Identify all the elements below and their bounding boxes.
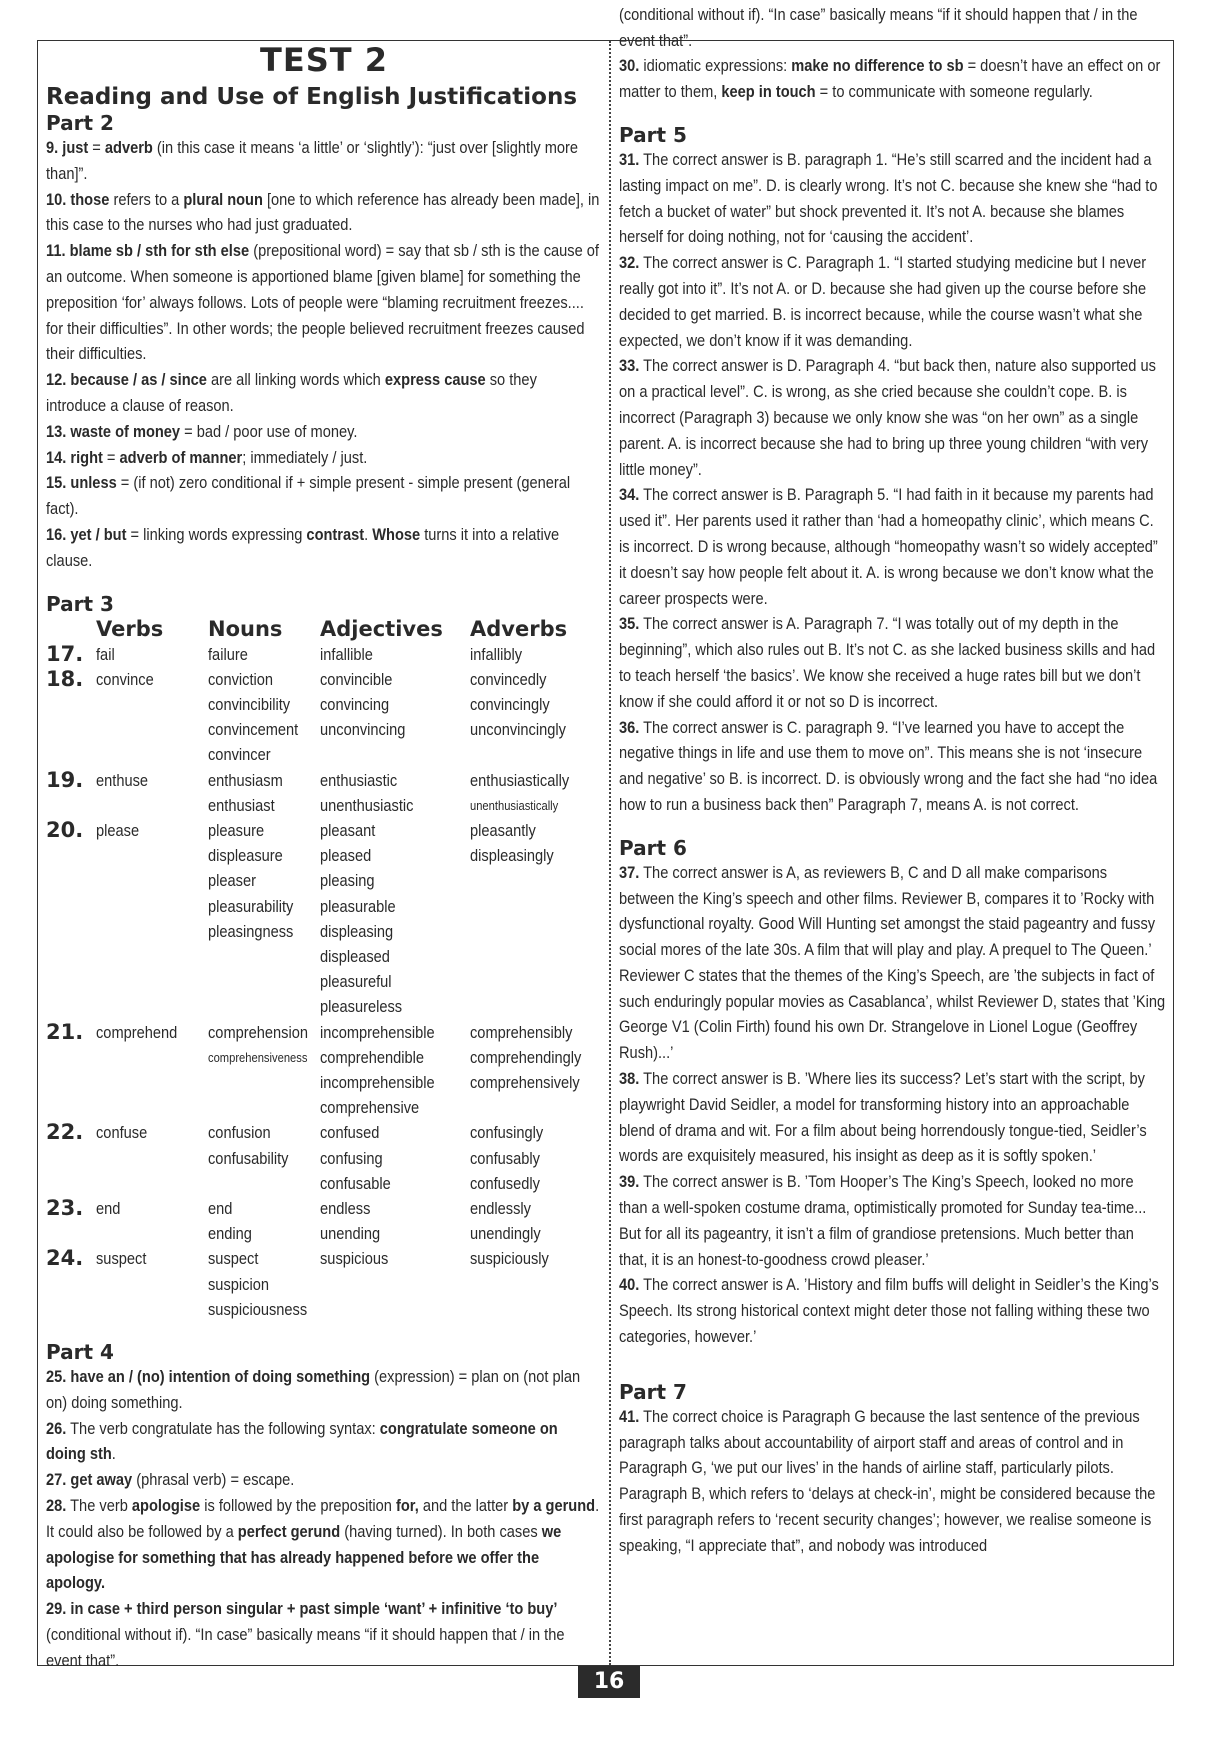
nouns-cell [208,1246,320,1322]
text: The correct choice is Paragraph G because the last sentence of the previous paragraph talks about accountability of airport staff and areas of control and in Paragraph G, ‘we put our lives’ in the hands of airline staff, particularly pilots. Paragraph B, which refers to ‘delays at check-in’, might be considered because the first paragraph refers to ‘recent security changes’; however, we realise someone is speaking, “I appreciate that”, and nobody was introduced [619,1406,1156,1555]
bold-text: keep in touch [721,82,816,102]
word: comprehensibly [470,1022,573,1042]
part-4-item [46,1364,601,1416]
word: suspect [208,1249,259,1269]
word: fail [96,644,115,664]
word: end [208,1199,233,1219]
verb-cell [96,1196,208,1246]
part-5-item [619,611,1166,714]
text: refers to a [109,189,184,209]
word: suspiciousness [208,1299,308,1319]
word: comprehensive [320,1098,420,1118]
text: = [102,447,120,467]
adverbs-cell [470,1020,600,1121]
bold-text: congratulate someone on doing sth [46,1418,558,1464]
part-5-item [619,250,1166,353]
word: suspiciously [470,1249,549,1269]
bold-text: Whose [372,524,421,544]
part-2-item [46,445,601,471]
part-7-item [619,1404,1166,1559]
bold-text: 15. unless [46,473,117,493]
word: conviction [208,669,274,689]
text: . It could also be followed by a [46,1496,600,1541]
text: The correct answer is C. Paragraph 1. “I started studying medicine but I never really got into it”. It’s not A. or D. because she had given up the course before she decided to get married. B. is incorrect because, while the course wasn’t what she expected, we don’t know if it was demanding. [619,253,1147,350]
question-number: 17. [46,641,84,666]
part-4-items [46,1364,602,1674]
part-2-item [46,367,601,419]
text: The correct answer is C. paragraph 9. “I’ve learned you have to accept the negative things in life and use them to move on”. This means she is not ‘insecure and negative’ so B. is incorrect. D. is obviously wrong and the fact she had “no idea how to run a business back then” Paragraph 7, means A. is not correct. [619,717,1158,814]
bold-text: plural noun [183,189,263,209]
text: are all linking words which [206,370,385,390]
text: turns it into a relative clause. [46,524,560,570]
part-4-item [619,0,1166,53]
verb-cell [96,1120,208,1196]
bold-text: express cause [384,370,486,390]
word: unconvincing [320,720,406,740]
bold-text: 30. [619,56,640,76]
part-2-item [46,238,601,367]
bold-text: 41. [619,1406,640,1426]
word-table-row [46,1196,602,1246]
text: The verb congratulate has the following syntax: [66,1418,380,1438]
part-4-item [46,1596,601,1673]
word: confusably [470,1148,540,1168]
text: The correct answer is A, as reviewers B, C and D all make comparisons between the King’s speech and other films. Reviewer B, compares it to ’Rocky with dysfunctional royalty. Good Will Hunting set amongst the staid pageantry and fussy social mores of the late 30s. A film that will play and play. A prequel to The Queen.’ Reviewer C states that the themes of the King’s Speech, are ’the subjects in fact of such enduringly popular movies as Casablanca’, whilst Reviewer D, states that ’King George V1 (Colin Firth) found his own Dr. Strangelove in Lionel Logue (Geoffrey Rush)...’ [619,862,1166,1063]
word: comprehensively [470,1073,580,1092]
part-4-continued [619,0,1167,105]
bold-text: adverb [104,138,153,157]
adjectives-cell [320,1196,470,1246]
word: confusing [320,1148,383,1168]
bold-text: 37. [619,862,640,882]
word: displeasing [320,921,394,941]
page-number: 16 [578,1666,640,1698]
bold-text: 16. yet / but [46,524,127,544]
word: convincingly [470,694,550,714]
word-table-header [46,616,602,642]
bold-text: we apologise for something that has already happened before we offer the apology. [46,1521,562,1593]
bold-text: make no difference to sb [791,56,964,76]
bold-text: 40. [619,1275,640,1295]
bold-text: 9. just [46,138,89,157]
part-4-item [46,1416,601,1468]
word: enthusiast [208,795,275,815]
verb-cell [96,667,208,768]
part-7-items [619,1404,1167,1559]
word: confusability [208,1148,289,1168]
word: confused [320,1123,380,1143]
text: The correct answer is A. Paragraph 7. “I was totally out of my depth in the beginning”, which also rules out B. It’s not C. as she lacked business skills and had to teach herself ‘the basics’. We know she received a huge rates bill but we don’t know if she could afford it or not so D is incorrect. [619,614,1156,711]
column-header-verbs: Verbs [96,616,164,641]
word: displeased [320,946,390,966]
bold-text: adverb of manner [119,447,243,467]
part-5-item [619,147,1166,250]
verb-cell [96,1020,208,1121]
adverbs-cell [470,1196,600,1246]
part-5-item [619,482,1166,611]
word: infallible [320,644,373,664]
right-column [619,4,1167,1665]
part-4-item [46,1467,601,1493]
bold-text: 34. [619,485,640,505]
word: enthusiastic [320,770,398,790]
word: enthusiastically [470,770,570,790]
word: end [96,1199,121,1219]
word: incomprehensible [320,1022,435,1042]
part-6-item [619,1272,1166,1349]
text: The correct answer is D. Paragraph 4. “but back then, nature also supported us on a practical level”. C. is wrong, as she cried because she couldn’t cope. B. is incorrect (Paragraph 3) because we only know she was “on her own” as a single parent. A. is incorrect because she had to bring up three young children “with very little money”. [619,356,1156,479]
adjectives-cell [320,818,470,1020]
part-5-items [619,147,1167,818]
word: convincibility [208,694,291,714]
question-number: 22. [46,1120,84,1145]
word: pleasurability [208,896,294,916]
text: ; immediately / just. [242,447,368,467]
part-6-item [619,1169,1166,1272]
question-number: 18. [46,666,84,691]
word: convincing [320,694,390,714]
nouns-cell [208,642,320,667]
text: (expression) = plan on (not plan on) doing something. [46,1367,581,1412]
adjectives-cell [320,1020,470,1121]
word-table-row [46,1246,602,1322]
bold-text: 28. [46,1496,67,1516]
word: ending [208,1224,252,1244]
bold-text: 10. those [46,189,110,209]
word: please [96,820,140,840]
left-column [46,41,602,1670]
word: incomprehensible [320,1073,435,1092]
bold-text: by a gerund [512,1496,596,1516]
bold-text: 14. right [46,447,103,467]
word: pleased [320,846,372,866]
verb-cell [96,768,208,818]
word: convincedly [470,669,547,689]
bold-text: 29. in case + third person singular + past simple ‘want’ + infinitive ‘to buy’ [46,1599,558,1619]
part-6-items [619,860,1167,1350]
word: confusingly [470,1123,544,1143]
bold-text: 13. waste of money [46,421,181,441]
question-number: 20. [46,817,84,842]
adjectives-cell [320,1120,470,1196]
text: The correct answer is A. ’History and film buffs will delight in Seidler’s the King’s Speech. Its strong historical context might deter those not falling withing these two categories, however.’ [619,1275,1159,1347]
word: pleaser [208,871,256,891]
question-number: 23. [46,1196,84,1221]
bold-text: 12. because / as / since [46,370,207,390]
word: comprehension [208,1022,308,1042]
adverbs-cell [470,768,600,818]
text: so they introduce a clause of reason. [46,370,537,415]
question-number: 21. [46,1019,84,1044]
text: The correct answer is B. ’Where lies its success? Let’s start with the script, by playwright David Seidler, a model for transforming history into an approachable blend of drama and wit. For a film about being horrendously tongue-tied, Seidler’s words are exquisitely measured, his insight as deep as it is softly spoken.’ [619,1069,1147,1166]
word: unconvincingly [470,720,566,740]
word: endlessly [470,1199,531,1219]
word: confuse [96,1123,148,1143]
text: = linking words expressing [126,524,307,544]
word: pleasure [208,820,265,840]
verb-cell [96,1246,208,1322]
adverbs-cell [470,1246,600,1322]
part-3-heading: Part 3 [46,591,114,616]
part-2-item [46,470,601,522]
text: The correct answer is B. Paragraph 5. “I had faith in it because my parents had used it”. Her parents used it rather than ‘had a homeopathy clinic’, which means C. is incorrect. D is wrong because, although “homeopathy wasn’t so widely accepted” it doesn’t say how people felt about it. A. is wrong because we don’t know what the career prospects were. [619,485,1158,608]
text: = (if not) zero conditional if + simple present - simple present (general fact). [46,473,571,519]
bold-text: 11. blame sb / sth for sth else [46,241,250,261]
text: idiomatic expressions: [639,56,792,76]
part-4-heading: Part 4 [46,1340,114,1365]
part-6-heading: Part 6 [619,835,687,860]
part-2-heading: Part 2 [46,111,114,135]
column-header-nouns: Nouns [208,616,283,641]
word-table-row [46,1020,602,1121]
bold-text: contrast [306,524,365,544]
text: . [111,1444,116,1464]
part-2-item [46,522,601,574]
verb-cell [96,818,208,1020]
part-4-item [619,53,1166,105]
word: unenthusiastic [320,795,414,815]
bold-text: 32. [619,253,640,273]
word: comprehend [96,1022,178,1042]
word: suspicious [320,1249,389,1269]
text: . [364,524,373,544]
bold-text: apologise [131,1496,201,1516]
word: comprehensiveness [208,1049,308,1065]
bold-text: 36. [619,717,640,737]
adverbs-cell [470,818,600,1020]
word: enthuse [96,770,149,790]
nouns-cell [208,1196,320,1246]
part-5-heading: Part 5 [619,122,687,147]
column-divider [609,41,611,1665]
text: (phrasal verb) = escape. [132,1470,295,1490]
word: pleasureful [320,972,392,992]
word: suspect [96,1249,147,1269]
question-number: 19. [46,767,84,792]
word-table-body [46,642,602,1322]
adjectives-cell [320,667,470,768]
bold-text: 31. [619,149,640,169]
word: pleasing [320,871,375,891]
adjectives-cell [320,642,470,667]
word: convincible [320,669,393,689]
nouns-cell [208,1120,320,1196]
adjectives-cell [320,768,470,818]
word-table-row [46,818,602,1020]
word-formation-table [46,616,602,1322]
right-column-flow [619,0,1167,1559]
text: = doesn’t have an effect on or matter to them, [619,56,1161,102]
adverbs-cell [470,1120,600,1196]
text: (conditional without if). “In case” basically means “if it should happen that / in the event that”. [619,4,1138,50]
nouns-cell [208,667,320,768]
bold-text: 33. [619,356,640,376]
bold-text: 39. [619,1172,640,1192]
column-header-adjectives: Adjectives [320,616,443,641]
word-table-row [46,1120,602,1196]
word: confusable [320,1173,391,1193]
adverbs-cell [470,667,600,768]
bold-text: for, [396,1496,419,1516]
word: confusion [208,1123,271,1143]
word-table-row [46,642,602,667]
text: (in this case it means ‘a little’ or ‘slightly’): “just over [slightly more than]”. [46,138,579,183]
word: convincement [208,720,299,740]
question-number: 24. [46,1246,84,1271]
part-6-item [619,1066,1166,1169]
word: enthusiasm [208,770,283,790]
word: unendingly [470,1224,541,1244]
word-table-row [46,667,602,768]
bold-text: 35. [619,614,640,634]
bold-text: 25. have an / (no) intention of doing something [46,1367,371,1387]
page-frame [37,4,1174,1670]
page-subtitle: Reading and Use of English Justifications [46,84,578,110]
text: [one to which reference has already been made], in this case to the nurses who had just graduated. [46,189,600,235]
part-7-heading: Part 7 [619,1379,687,1404]
page-title: TEST 2 [260,41,388,79]
part-2-items [46,135,602,574]
text: The correct answer is B. paragraph 1. “He’s still scarred and the incident had a lasting impact on me”. D. is clearly wrong. It’s not C. because she knew she “had to fetch a bucket of water” but shock prevented it. It’s not A. because she blames herself for doing nothing, not for ‘causing the accident’. [619,149,1158,247]
bold-text: 27. get away [46,1470,133,1490]
adverbs-cell [470,642,600,667]
text: = bad / poor use of money. [180,421,358,441]
word: comprehendingly [470,1047,582,1067]
text: is followed by the preposition [200,1496,397,1516]
verb-cell [96,642,208,667]
text: = [88,138,105,157]
text: (conditional without if). “In case” basically means “if it should happen that / in the event that”. [46,1625,565,1670]
text: (having turned). In both cases [340,1521,542,1541]
bold-text: 26. [46,1418,67,1438]
word: pleasant [320,820,376,840]
text: and the latter [418,1496,513,1516]
word: displeasure [208,846,283,866]
column-header-adverbs: Adverbs [470,616,568,641]
bold-text: 38. [619,1069,640,1089]
text: (prepositional word) = say that sb / sth is the cause of an outcome. When someone is apportioned blame [given blame] for something the preposition ‘for’ always follows. Lots of people were “blaming recruitment freezes.... for their difficulties”. In other words; the people believed recruitment freezes caused their difficulties. [46,241,599,364]
text: = to communicate with someone regularly. [815,82,1093,102]
word: confusedly [470,1173,540,1193]
part-2-item [46,419,601,445]
word: pleasingness [208,921,294,941]
word: failure [208,644,248,664]
word-table-row [46,768,602,818]
part-2-item [46,135,601,187]
word: pleasurable [320,896,396,916]
word: pleasureless [320,997,403,1017]
word: comprehendible [320,1047,425,1067]
part-2-item [46,187,601,239]
part-5-item [619,353,1166,482]
word: endless [320,1199,371,1219]
text: The verb [66,1496,132,1516]
part-5-item [619,715,1166,818]
bold-text: perfect gerund [237,1521,341,1541]
part-6-item [619,860,1166,1066]
word: convincer [208,745,271,765]
word: pleasantly [470,820,536,840]
text: The correct answer is B. ’Tom Hooper’s The King’s Speech, looked no more than a well-spoken costume drama, optimistically promoted for Sunday tea-time... But for all its pageantry, it isn’t a film of grandiose pretensions. Much better than that, it is an honest-to-goodness crowd pleaser.’ [619,1172,1147,1269]
part-4-item [46,1493,601,1596]
nouns-cell [208,1020,320,1121]
adjectives-cell [320,1246,470,1322]
nouns-cell [208,818,320,1020]
word: infallibly [470,644,523,664]
word: unending [320,1224,381,1244]
word: displeasingly [470,846,554,866]
nouns-cell [208,768,320,818]
word: unenthusiastically [470,797,559,813]
word: convince [96,669,154,689]
word: suspicion [208,1274,269,1294]
